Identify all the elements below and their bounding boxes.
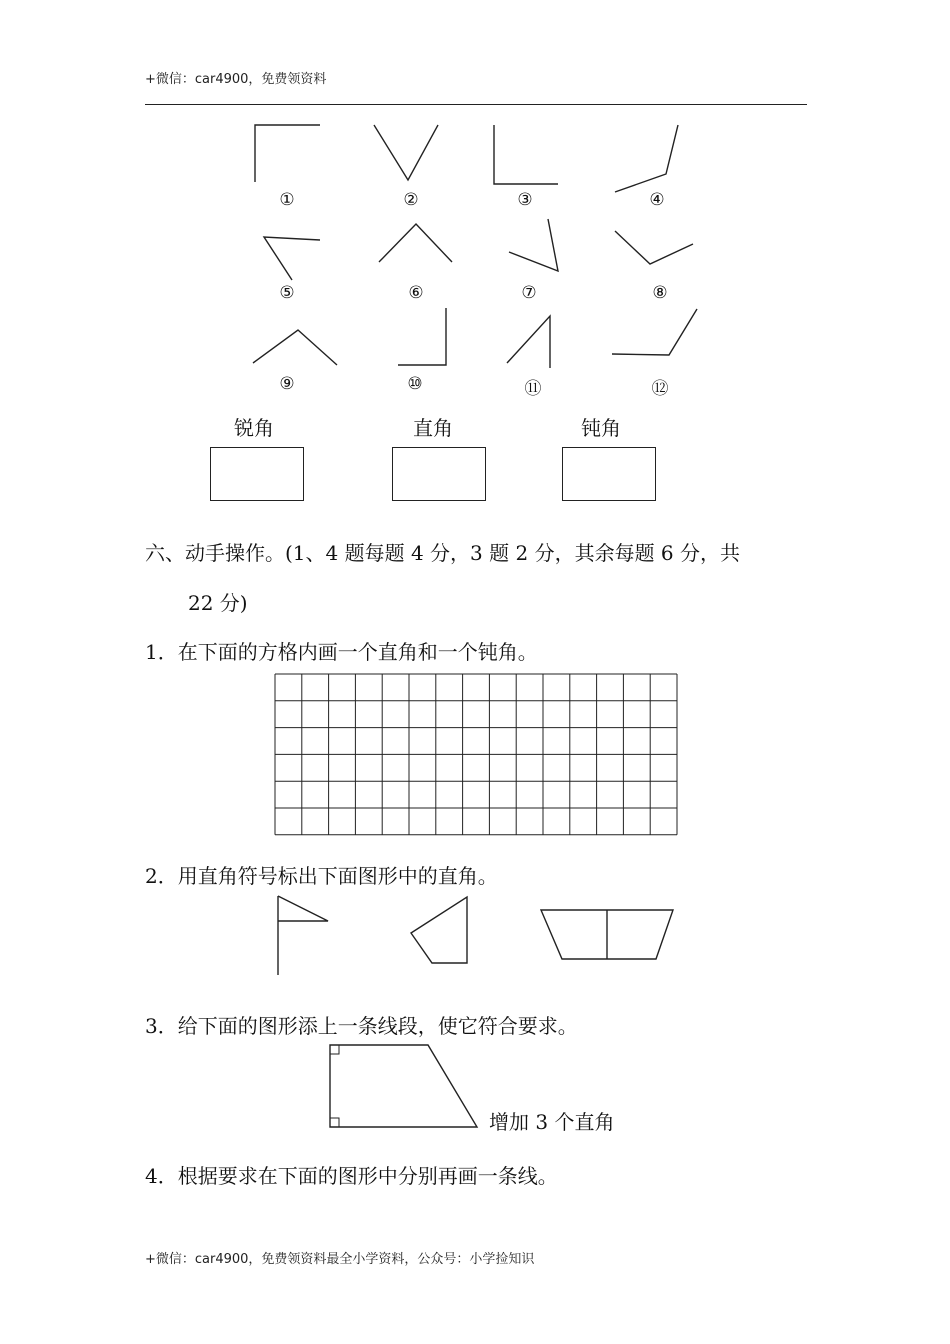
category-obtuse-label: 钝角 bbox=[581, 416, 621, 440]
q2-trapezoid-figure bbox=[541, 910, 673, 959]
angle-label-12: ⑫ bbox=[651, 379, 669, 399]
angle-label-11: ⑪ bbox=[524, 379, 542, 399]
angle-8-figure bbox=[615, 231, 693, 264]
category-right-label: 直角 bbox=[413, 416, 453, 440]
section6-title-line2: 22 分) bbox=[188, 591, 248, 615]
angle-label-7: ⑦ bbox=[521, 283, 537, 303]
q4-text: 4．根据要求在下面的图形中分别再画一条线。 bbox=[145, 1164, 558, 1188]
q3-trapezoid-figure bbox=[330, 1045, 477, 1127]
obtuse-answer-box[interactable] bbox=[562, 447, 656, 501]
q2-text: 2．用直角符号标出下面图形中的直角。 bbox=[145, 864, 498, 888]
angle-10-figure bbox=[398, 308, 446, 365]
angle-6-figure bbox=[379, 224, 452, 262]
q2-quadrilateral-figure bbox=[411, 897, 467, 963]
angle-label-8: ⑧ bbox=[652, 283, 668, 303]
angle-label-1: ① bbox=[279, 190, 295, 210]
angle-label-3: ③ bbox=[517, 190, 533, 210]
section6-title-line1: 六、动手操作。(1、4 题每题 4 分，3 题 2 分，其余每题 6 分，共 bbox=[145, 541, 741, 565]
q3-text: 3．给下面的图形添上一条线段，使它符合要求。 bbox=[145, 1014, 578, 1038]
angle-12-figure bbox=[612, 309, 697, 355]
q1-grid bbox=[275, 674, 677, 835]
angle-1-figure bbox=[255, 125, 320, 182]
angle-label-10: ⑩ bbox=[407, 374, 423, 394]
footer-text: +微信：car4900，免费领资料最全小学资料，公众号：小学捡知识 bbox=[145, 1252, 535, 1267]
angle-2-figure bbox=[374, 125, 438, 180]
angle-4-figure bbox=[615, 125, 678, 192]
angle-11-figure bbox=[507, 316, 550, 368]
angle-label-2: ② bbox=[403, 190, 419, 210]
q3-note: 增加 3 个直角 bbox=[489, 1110, 615, 1134]
angle-5-figure bbox=[264, 237, 320, 280]
acute-answer-box[interactable] bbox=[210, 447, 304, 501]
angle-label-6: ⑥ bbox=[408, 283, 424, 303]
angle-7-figure bbox=[509, 219, 558, 271]
right-answer-box[interactable] bbox=[392, 447, 486, 501]
angle-label-4: ④ bbox=[649, 190, 665, 210]
angle-3-figure bbox=[494, 125, 558, 184]
angle-9-figure bbox=[253, 330, 337, 365]
angle-label-5: ⑤ bbox=[279, 283, 295, 303]
q1-text: 1．在下面的方格内画一个直角和一个钝角。 bbox=[145, 640, 538, 664]
q2-flag-figure bbox=[278, 896, 328, 975]
header-text: +微信：car4900，免费领资料 bbox=[145, 72, 327, 87]
category-acute-label: 锐角 bbox=[234, 416, 274, 440]
angle-label-9: ⑨ bbox=[279, 374, 295, 394]
